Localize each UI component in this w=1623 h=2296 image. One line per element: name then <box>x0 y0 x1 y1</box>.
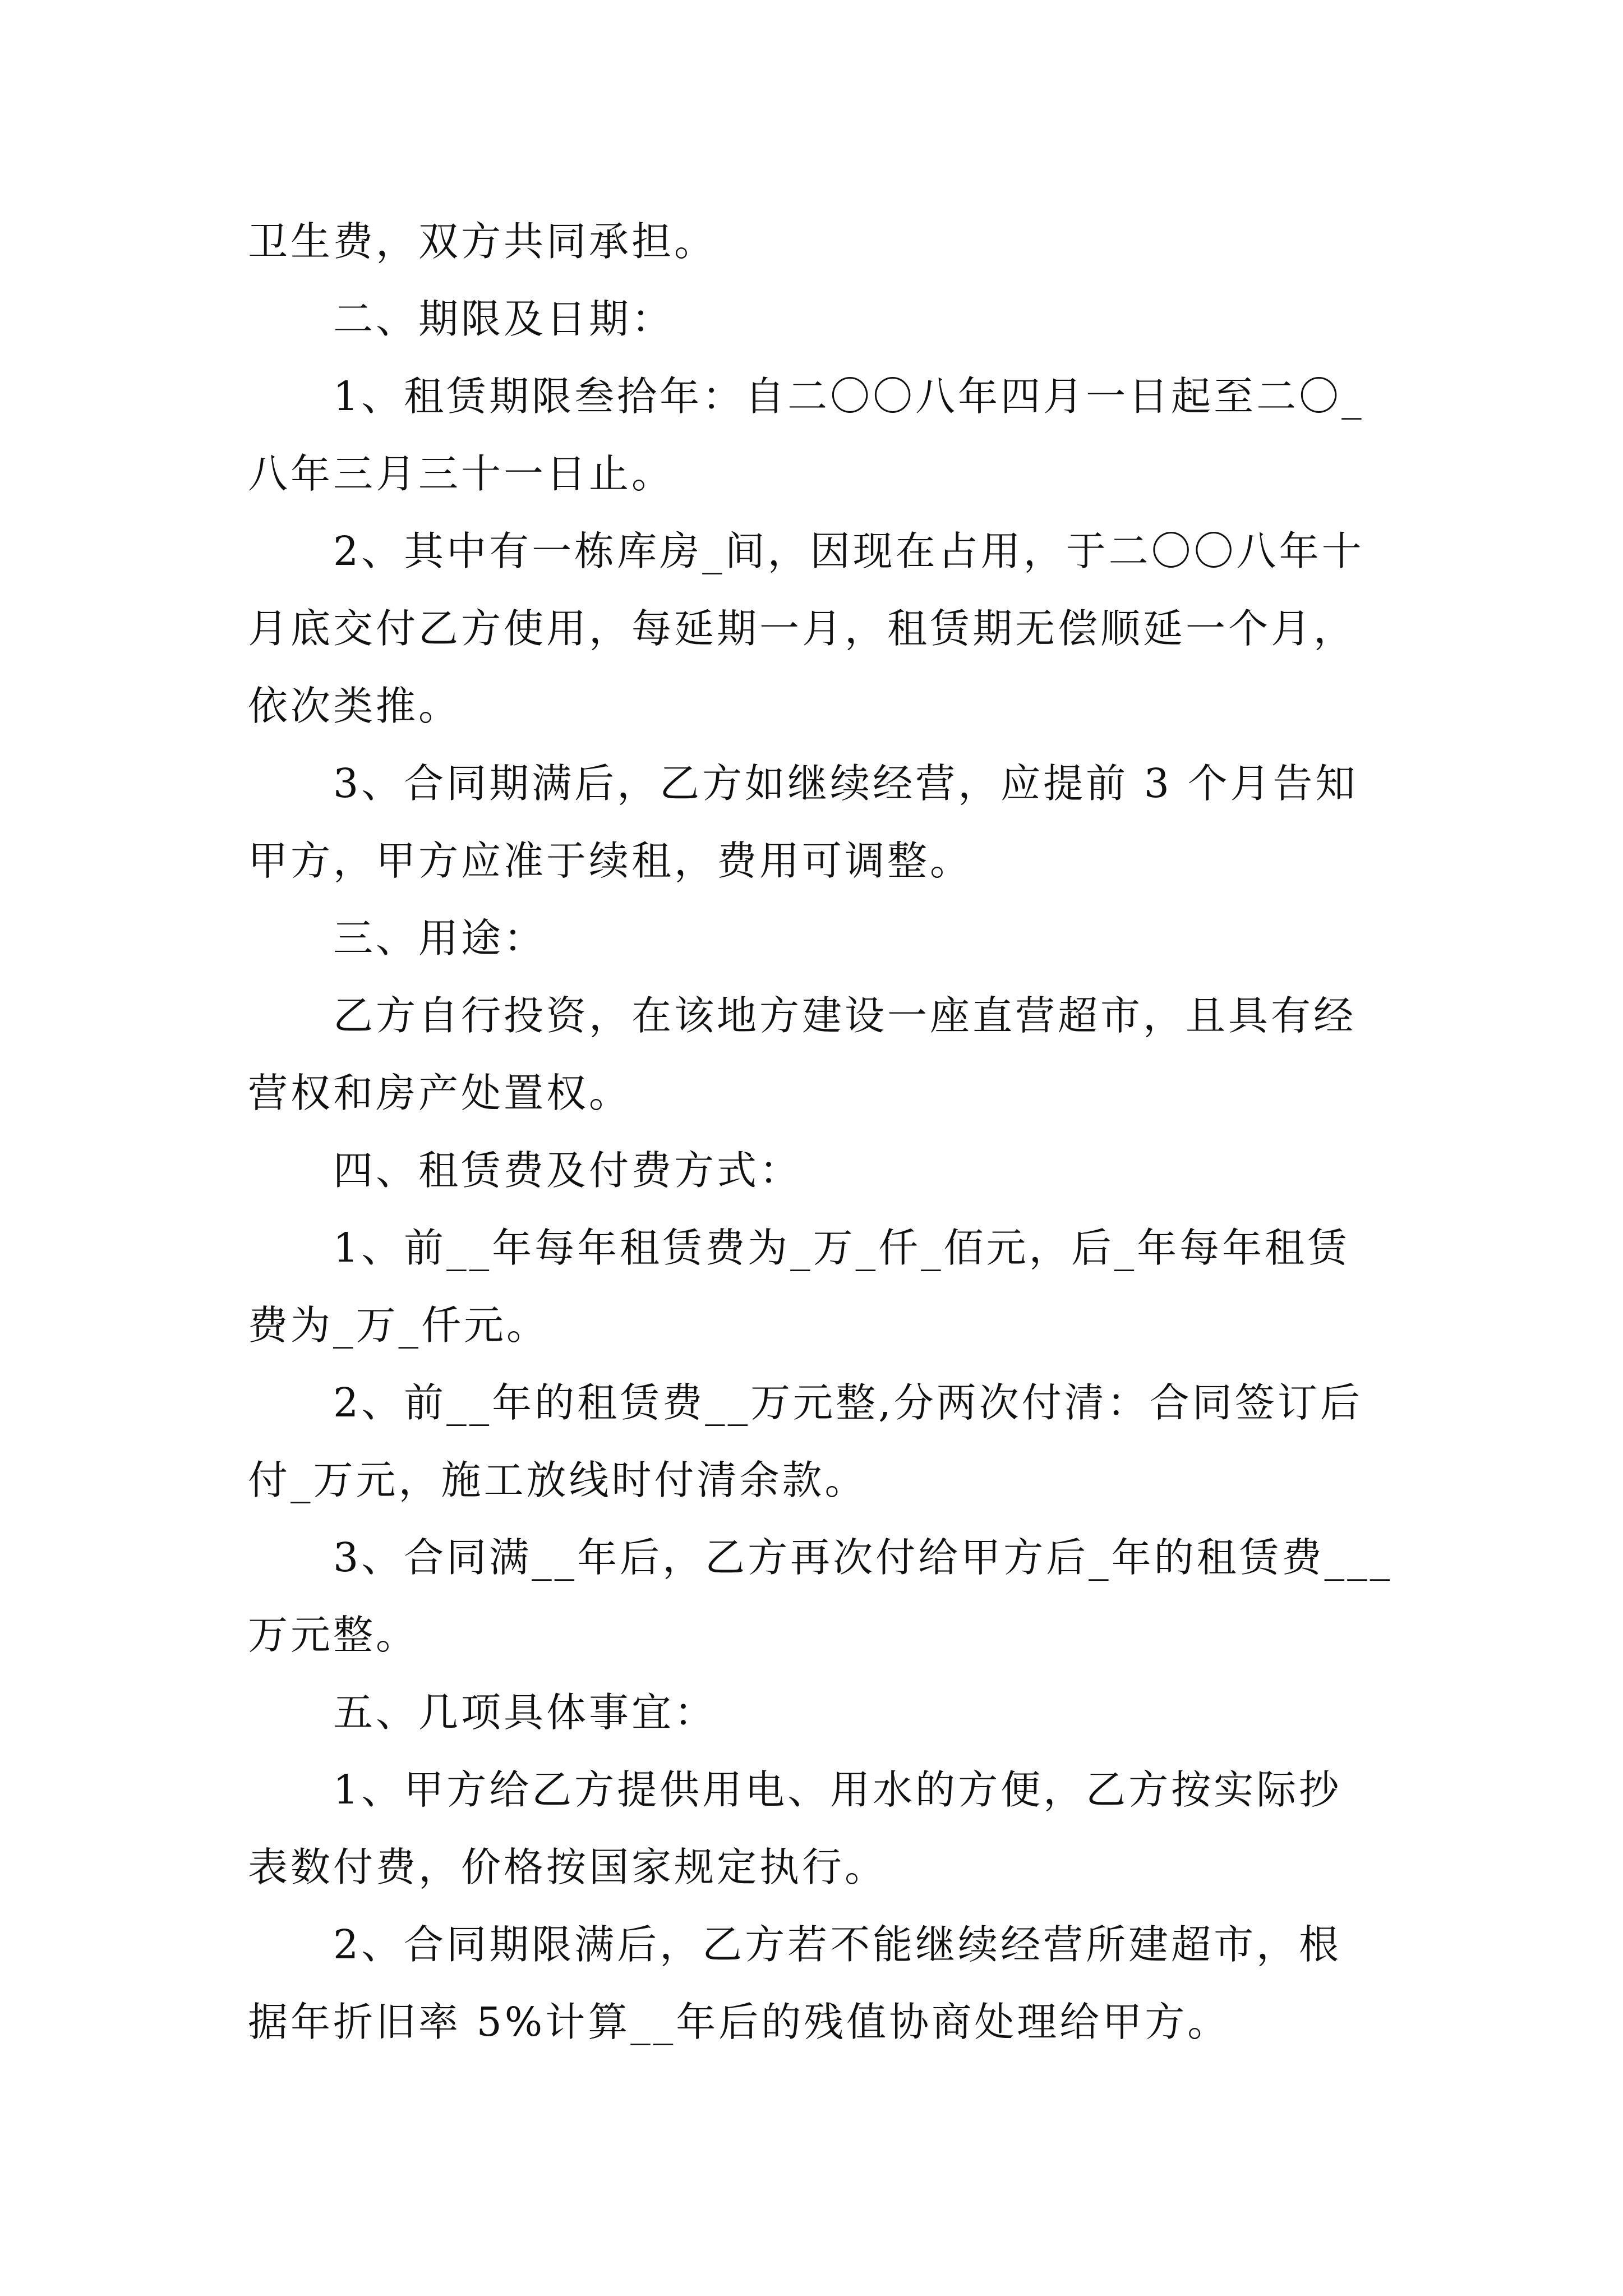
text-line: 3、合同满__年后，乙方再次付给甲方后_年的租赁费___ <box>333 1534 1393 1581</box>
section-heading: 五、几项具体事宜： <box>333 1689 717 1736</box>
text-line: 2、前__年的租赁费__万元整,分两次付清：合同签订后 <box>333 1379 1363 1426</box>
text-line: 万元整。 <box>248 1612 419 1658</box>
text-line: 2、其中有一栋库房_间，因现在占用，于二〇〇八年十 <box>333 528 1364 574</box>
text-line: 3、合同期满后，乙方如继续经营，应提前 3 个月告知 <box>333 760 1358 807</box>
section-heading: 三、用途： <box>333 915 547 961</box>
section-heading: 四、租赁费及付费方式： <box>333 1147 803 1194</box>
section-heading: 二、期限及日期： <box>333 296 675 342</box>
text-line: 1、甲方给乙方提供用电、用水的方便，乙方按实际抄 <box>333 1766 1342 1813</box>
text-line: 八年三月三十一日止。 <box>248 450 675 497</box>
text-line: 营权和房产处置权。 <box>248 1070 632 1116</box>
text-line: 据年折旧率 5%计算__年后的残值协商处理给甲方。 <box>248 1999 1230 2045</box>
text-line: 月底交付乙方使用，每延期一月，租赁期无偿顺延一个月， <box>248 605 1357 652</box>
text-line: 乙方自行投资，在该地方建设一座直营超市，且具有经 <box>333 992 1357 1039</box>
text-line: 2、合同期限满后，乙方若不能继续经营所建超市，根 <box>333 1921 1342 1968</box>
text-line: 甲方，甲方应准于续租，费用可调整。 <box>248 838 973 884</box>
text-line: 付_万元，施工放线时付清余款。 <box>248 1457 868 1503</box>
text-line: 卫生费，双方共同承担。 <box>248 218 717 265</box>
text-line: 1、租赁期限叁拾年：自二〇〇八年四月一日起至二〇_ <box>333 373 1364 420</box>
text-line: 1、前__年每年租赁费为_万_仟_佰元，后_年每年租赁 <box>333 1225 1350 1271</box>
text-line: 表数付费，价格按国家规定执行。 <box>248 1844 888 1890</box>
document-body <box>248 203 1392 2061</box>
text-line: 依次类推。 <box>248 683 462 729</box>
text-line: 费为_万_仟元。 <box>248 1302 550 1349</box>
